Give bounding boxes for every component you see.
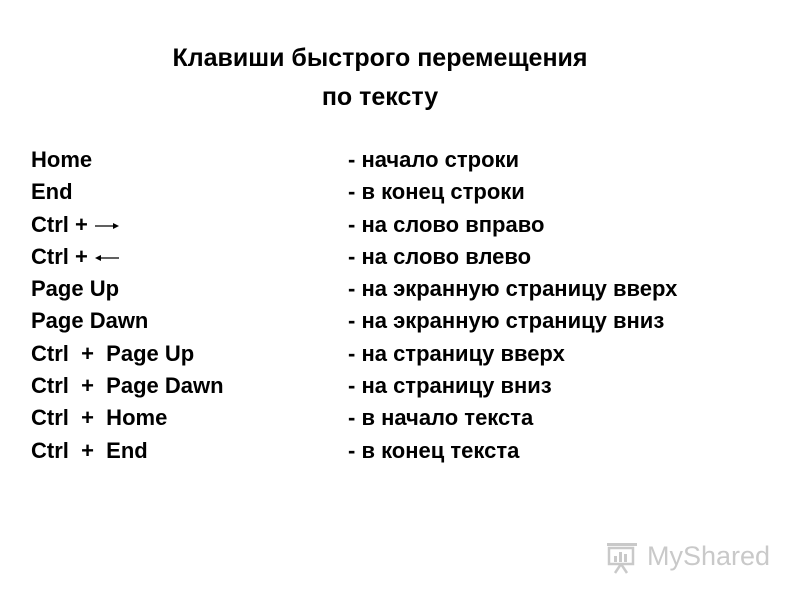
shortcut-description: - на экранную страницу вниз [348, 308, 665, 334]
slide-title-line-2: по тексту [321, 83, 439, 111]
shortcut-description: - на слово вправо [348, 211, 545, 237]
shortcut-keys: Page Dawn [31, 308, 149, 334]
shortcut-description: - на слово влево [348, 243, 532, 269]
left-arrow-icon [94, 253, 120, 263]
shortcut-keys: Ctrl + Page Up [31, 340, 195, 366]
shortcut-keys: End [31, 179, 73, 205]
shortcut-row [31, 407, 771, 439]
shortcut-description: - на страницу вверх [348, 340, 565, 366]
presentation-board-icon [605, 539, 641, 575]
shortcut-description: - на страницу вниз [348, 373, 552, 399]
shortcut-description: - в начало текста [348, 405, 534, 431]
shortcut-row [31, 181, 771, 213]
watermark [605, 537, 775, 577]
shortcut-row [31, 340, 771, 375]
shortcut-description: - начало строки [348, 147, 520, 172]
shortcut-row [31, 243, 771, 278]
shortcut-row [31, 437, 771, 472]
shortcut-row [31, 375, 771, 407]
shortcut-keys: Ctrl + [31, 246, 120, 268]
shortcut-keys: Ctrl + End [31, 437, 148, 463]
shortcut-keys: Ctrl + [31, 214, 120, 236]
watermark-text: MyShared [647, 541, 771, 571]
shortcut-keys: Page Up [31, 276, 120, 302]
shortcut-description: - в конец строки [348, 179, 525, 205]
shortcut-keys: Ctrl + Page Dawn [31, 373, 224, 399]
slide-title-line-1: Клавиши быстрого перемещения [172, 44, 588, 72]
shortcut-description: - в конец текста [348, 437, 520, 463]
shortcut-row [31, 211, 771, 246]
right-arrow-icon [94, 221, 120, 231]
shortcut-row [31, 149, 771, 181]
shortcut-row [31, 278, 771, 310]
shortcut-description: - на экранную страницу вверх [348, 276, 678, 302]
shortcut-keys: Ctrl + Home [31, 405, 168, 431]
shortcut-list [31, 149, 771, 472]
shortcut-keys: Home [31, 147, 93, 172]
shortcut-row [31, 310, 771, 342]
